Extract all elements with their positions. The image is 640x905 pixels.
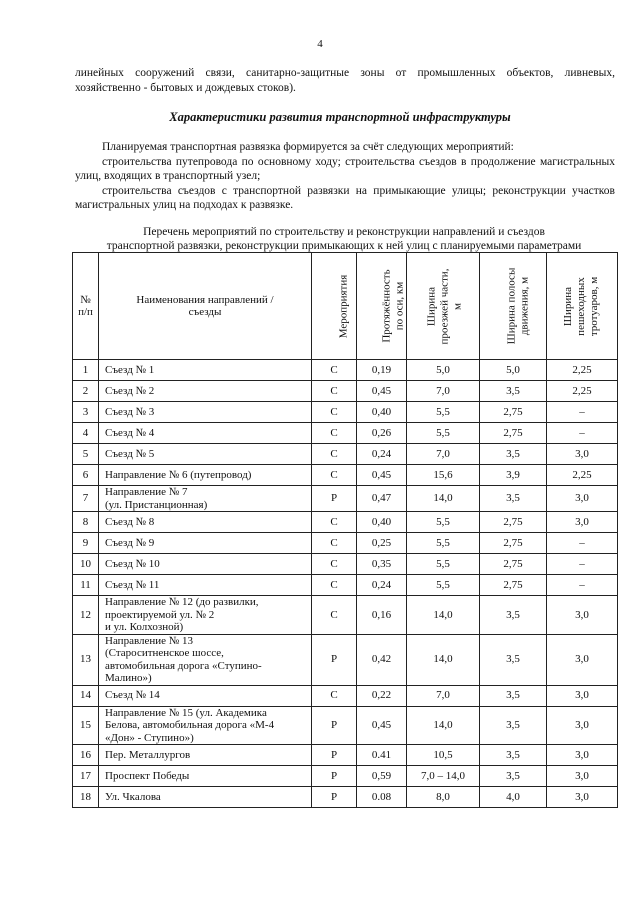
table-row [73, 554, 618, 575]
cell-event: Р [312, 706, 357, 745]
cell-carriage-width: 15,6 [407, 465, 480, 486]
cell-num: 18 [73, 787, 99, 808]
cell-length: 0.08 [357, 787, 407, 808]
cell-carriage-width: 7,0 [407, 685, 480, 706]
cell-lane-width: 2,75 [480, 402, 547, 423]
cell-sidewalk-width: 3,0 [547, 745, 618, 766]
cell-sidewalk-width: 2,25 [547, 360, 618, 381]
cell-sidewalk-width: 3,0 [547, 787, 618, 808]
cell-sidewalk-width: 3,0 [547, 685, 618, 706]
cell-sidewalk-width: – [547, 402, 618, 423]
cell-event: С [312, 685, 357, 706]
table-row [73, 465, 618, 486]
cell-lane-width: 3,5 [480, 685, 547, 706]
cell-carriage-width: 5,5 [407, 402, 480, 423]
cell-length: 0,45 [357, 706, 407, 745]
cell-event: Р [312, 745, 357, 766]
cell-carriage-width: 7,0 – 14,0 [407, 766, 480, 787]
paragraph-3: строительства съездов с транспортной развязки на примыкающие улицы; реконструкции участков магистральных улиц на подходах к развязке. [75, 184, 615, 211]
cell-length: 0,45 [357, 381, 407, 402]
table-header-row [73, 253, 618, 360]
cell-event: С [312, 465, 357, 486]
cell-num: 6 [73, 465, 99, 486]
cell-carriage-width: 5,0 [407, 360, 480, 381]
cell-lane-width: 3,5 [480, 596, 547, 635]
table-row [73, 787, 618, 808]
cell-carriage-width: 8,0 [407, 787, 480, 808]
intro-line-1: линейных сооружений связи, санитарно-защитные зоны от промышленных объектов, ливневых, [75, 67, 615, 79]
cell-lane-width: 2,75 [480, 423, 547, 444]
header-length: Протяжённость по оси, км [357, 253, 407, 360]
cell-sidewalk-width: 3,0 [547, 486, 618, 512]
cell-sidewalk-width: 3,0 [547, 596, 618, 635]
cell-lane-width: 4,0 [480, 787, 547, 808]
table-row [73, 360, 618, 381]
cell-num: 16 [73, 745, 99, 766]
table-row [73, 512, 618, 533]
body-paragraphs [75, 140, 615, 213]
cell-num: 7 [73, 486, 99, 512]
table-row [73, 706, 618, 745]
cell-length: 0,24 [357, 444, 407, 465]
cell-carriage-width: 5,5 [407, 554, 480, 575]
cell-name: Съезд № 4 [99, 423, 312, 444]
cell-length: 0,47 [357, 486, 407, 512]
cell-num: 11 [73, 575, 99, 596]
cell-lane-width: 2,75 [480, 512, 547, 533]
cell-length: 0,24 [357, 575, 407, 596]
cell-name: Направление № 7 (ул. Пристанционная) [99, 486, 312, 512]
cell-name: Направление № 12 (до развилки, проектируемой ул. № 2 и ул. Колхозной) [99, 596, 312, 635]
cell-event: С [312, 444, 357, 465]
cell-num: 17 [73, 766, 99, 787]
cell-carriage-width: 10,5 [407, 745, 480, 766]
cell-length: 0,22 [357, 685, 407, 706]
cell-num: 3 [73, 402, 99, 423]
cell-carriage-width: 7,0 [407, 444, 480, 465]
table-row [73, 423, 618, 444]
cell-sidewalk-width: – [547, 423, 618, 444]
cell-length: 0,35 [357, 554, 407, 575]
cell-lane-width: 3,5 [480, 444, 547, 465]
cell-num: 10 [73, 554, 99, 575]
cell-event: С [312, 554, 357, 575]
intro-text [75, 66, 615, 95]
cell-name: Съезд № 10 [99, 554, 312, 575]
cell-sidewalk-width: 3,0 [547, 512, 618, 533]
cell-sidewalk-width: 2,25 [547, 381, 618, 402]
table-row [73, 533, 618, 554]
cell-length: 0,40 [357, 402, 407, 423]
cell-lane-width: 2,75 [480, 554, 547, 575]
header-lane-width: Ширина полосы движения, м [480, 253, 547, 360]
cell-event: Р [312, 787, 357, 808]
cell-event: С [312, 402, 357, 423]
cell-lane-width: 5,0 [480, 360, 547, 381]
cell-length: 0,26 [357, 423, 407, 444]
cell-carriage-width: 14,0 [407, 596, 480, 635]
cell-lane-width: 3,5 [480, 745, 547, 766]
cell-lane-width: 3,5 [480, 706, 547, 745]
cell-num: 14 [73, 685, 99, 706]
cell-length: 0,59 [357, 766, 407, 787]
cell-sidewalk-width: 2,25 [547, 465, 618, 486]
cell-length: 0.41 [357, 745, 407, 766]
cell-carriage-width: 5,5 [407, 512, 480, 533]
cell-sidewalk-width: 3,0 [547, 766, 618, 787]
cell-event: Р [312, 766, 357, 787]
caption-line-1: Перечень мероприятий по строительству и реконструкции направлений и съездов [143, 226, 545, 238]
cell-length: 0,19 [357, 360, 407, 381]
cell-lane-width: 3,5 [480, 486, 547, 512]
table-caption [70, 226, 618, 253]
cell-name: Проспект Победы [99, 766, 312, 787]
cell-name: Пер. Металлургов [99, 745, 312, 766]
cell-num: 2 [73, 381, 99, 402]
section-heading: Характеристики развития транспортной инфраструктуры [169, 110, 511, 124]
cell-event: С [312, 596, 357, 635]
cell-num: 5 [73, 444, 99, 465]
cell-name: Съезд № 9 [99, 533, 312, 554]
table-row [73, 634, 618, 685]
cell-lane-width: 3,9 [480, 465, 547, 486]
cell-name: Съезд № 14 [99, 685, 312, 706]
cell-name: Ул. Чкалова [99, 787, 312, 808]
cell-sidewalk-width: – [547, 575, 618, 596]
cell-length: 0,42 [357, 634, 407, 685]
cell-event: С [312, 533, 357, 554]
cell-num: 12 [73, 596, 99, 635]
measures-table [72, 252, 618, 808]
cell-name: Съезд № 8 [99, 512, 312, 533]
header-name: Наименования направлений / съезды [99, 253, 312, 360]
cell-name: Направление № 13 (Староситненское шоссе, автомобильная дорога «Ступино- Малино») [99, 634, 312, 685]
cell-sidewalk-width: 3,0 [547, 634, 618, 685]
cell-lane-width: 3,5 [480, 766, 547, 787]
cell-num: 9 [73, 533, 99, 554]
table-row [73, 596, 618, 635]
table-row [73, 766, 618, 787]
cell-num: 8 [73, 512, 99, 533]
cell-lane-width: 3,5 [480, 381, 547, 402]
cell-sidewalk-width: – [547, 554, 618, 575]
cell-name: Направление № 15 (ул. Академика Белова, автомобильная дорога «М-4 «Дон» - Ступино») [99, 706, 312, 745]
table-row [73, 402, 618, 423]
cell-carriage-width: 14,0 [407, 634, 480, 685]
cell-name: Съезд № 3 [99, 402, 312, 423]
cell-lane-width: 2,75 [480, 575, 547, 596]
cell-event: Р [312, 634, 357, 685]
page-number: 4 [317, 38, 323, 50]
header-carriage-width: Ширина проезжей части, м [407, 253, 480, 360]
cell-carriage-width: 14,0 [407, 706, 480, 745]
cell-event: Р [312, 486, 357, 512]
cell-lane-width: 3,5 [480, 634, 547, 685]
cell-event: С [312, 575, 357, 596]
cell-name: Съезд № 11 [99, 575, 312, 596]
cell-sidewalk-width: – [547, 533, 618, 554]
cell-carriage-width: 7,0 [407, 381, 480, 402]
table-row [73, 381, 618, 402]
table-row [73, 685, 618, 706]
cell-carriage-width: 5,5 [407, 533, 480, 554]
paragraph-1: Планируемая транспортная развязка формируется за счёт следующих мероприятий: [102, 141, 514, 153]
cell-name: Съезд № 1 [99, 360, 312, 381]
cell-num: 4 [73, 423, 99, 444]
cell-sidewalk-width: 3,0 [547, 444, 618, 465]
cell-carriage-width: 5,5 [407, 575, 480, 596]
cell-length: 0,40 [357, 512, 407, 533]
cell-name: Направление № 6 (путепровод) [99, 465, 312, 486]
cell-num: 1 [73, 360, 99, 381]
cell-event: С [312, 360, 357, 381]
cell-length: 0,25 [357, 533, 407, 554]
cell-event: С [312, 381, 357, 402]
cell-name: Съезд № 2 [99, 381, 312, 402]
cell-sidewalk-width: 3,0 [547, 706, 618, 745]
table-row [73, 486, 618, 512]
cell-carriage-width: 14,0 [407, 486, 480, 512]
cell-name: Съезд № 5 [99, 444, 312, 465]
table-row [73, 444, 618, 465]
cell-num: 15 [73, 706, 99, 745]
header-sidewalk-width: Ширина пешеходных тротуаров, м [547, 253, 618, 360]
intro-line-2: хозяйственно - бытовых и дождевых стоков). [75, 81, 296, 94]
header-event: Мероприятия [312, 253, 357, 360]
cell-length: 0,45 [357, 465, 407, 486]
table-row [73, 745, 618, 766]
cell-lane-width: 2,75 [480, 533, 547, 554]
cell-carriage-width: 5,5 [407, 423, 480, 444]
header-num: № п/п [73, 253, 99, 360]
cell-event: С [312, 512, 357, 533]
cell-length: 0,16 [357, 596, 407, 635]
table-row [73, 575, 618, 596]
cell-event: С [312, 423, 357, 444]
cell-num: 13 [73, 634, 99, 685]
paragraph-2: строительства путепровода по основному ходу; строительства съездов в продолжение магистральных улиц, входящих в транспортный узел; [75, 155, 615, 182]
caption-line-2: транспортной развязки, реконструкции примыкающих к ней улиц с планируемыми параметрами [106, 239, 582, 252]
